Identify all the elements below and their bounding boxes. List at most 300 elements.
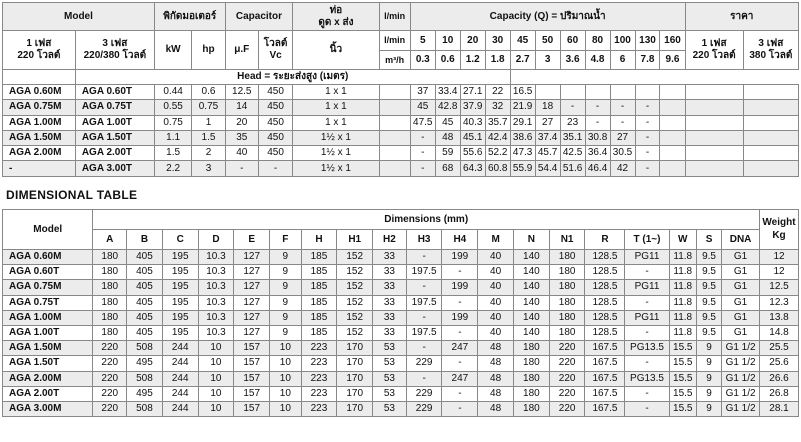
- dimension-value: 48: [478, 371, 514, 386]
- phase1-header-line1: 1 เฟส: [26, 38, 52, 49]
- weight-header: [760, 210, 799, 250]
- dimension-value: G1 1/2: [722, 356, 760, 371]
- model-3phase: AGA 1.50T: [75, 130, 154, 145]
- dimension-value: 11.8: [669, 325, 696, 340]
- weight-value: 25.5: [760, 341, 799, 356]
- price1-header-line1: 1 เฟส: [701, 38, 727, 49]
- m3h-value: 4.8: [585, 51, 610, 70]
- dimension-value: 495: [127, 386, 163, 401]
- dimension-value: 405: [127, 250, 163, 265]
- dimension-column-header: N1: [549, 230, 585, 250]
- dimension-value: G1 1/2: [722, 341, 760, 356]
- dimension-value: 157: [234, 371, 270, 386]
- dimension-value: 185: [301, 310, 337, 325]
- dimension-row: [3, 341, 799, 356]
- head-value: -: [585, 115, 610, 130]
- head-value: 47.3: [510, 146, 535, 161]
- dimension-value: 220: [93, 386, 127, 401]
- head-value: 35.1: [560, 130, 585, 145]
- dimension-value: 10: [198, 401, 234, 416]
- head-value: -: [610, 115, 635, 130]
- head-value: [635, 85, 660, 100]
- dimension-value: 128.5: [585, 295, 625, 310]
- dimension-value: 40: [478, 265, 514, 280]
- dimension-value: 40: [478, 295, 514, 310]
- head-value: 16.5: [510, 85, 535, 100]
- dimension-value: -: [442, 356, 478, 371]
- model-3phase: AGA 0.75T: [75, 100, 154, 115]
- head-value: 29.1: [510, 115, 535, 130]
- dimension-value: 9: [696, 386, 721, 401]
- dimension-value: 223: [301, 386, 337, 401]
- dimension-model: AGA 1.50M: [3, 341, 93, 356]
- dimension-value: 195: [162, 265, 198, 280]
- dimension-value: 244: [162, 371, 198, 386]
- pipe-header-line2: ดูด x ส่ง: [318, 16, 354, 28]
- dimension-value: 495: [127, 356, 163, 371]
- lmin-value: 10: [435, 31, 460, 51]
- dimension-value: 11.8: [669, 250, 696, 265]
- head-value: 45.1: [460, 130, 485, 145]
- m3h-value: 0.6: [435, 51, 460, 70]
- dimension-value: 9.5: [696, 295, 721, 310]
- phase1-header: [3, 31, 76, 70]
- dimension-value: 223: [301, 356, 337, 371]
- weight-value: 12.5: [760, 280, 799, 295]
- dimension-column-header: H1: [337, 230, 373, 250]
- dimension-value: 40: [478, 325, 514, 340]
- head-value: 38.6: [510, 130, 535, 145]
- dimension-value: -: [625, 325, 669, 340]
- dimension-value: 10: [270, 341, 302, 356]
- m3h-value: 3: [535, 51, 560, 70]
- dimension-value: 185: [301, 265, 337, 280]
- dimension-value: PG11: [625, 250, 669, 265]
- dimension-value: 170: [337, 341, 373, 356]
- dimension-value: 40: [478, 280, 514, 295]
- dimension-value: 195: [162, 295, 198, 310]
- uf-value: 40: [225, 146, 258, 161]
- kw-header: kW: [154, 31, 191, 70]
- head-value: -: [560, 100, 585, 115]
- hp-value: 0.6: [192, 85, 225, 100]
- dimension-value: 9: [696, 371, 721, 386]
- dimension-value: G1: [722, 295, 760, 310]
- m3h-value: 9.6: [660, 51, 685, 70]
- row-spacer: [379, 161, 410, 176]
- dimension-column-header: R: [585, 230, 625, 250]
- dimension-value: -: [625, 356, 669, 371]
- head-value: 37.9: [460, 100, 485, 115]
- model-1phase: AGA 0.60M: [3, 85, 76, 100]
- dimension-value: 195: [162, 310, 198, 325]
- dimension-value: 140: [513, 250, 549, 265]
- weight-value: 26.8: [760, 386, 799, 401]
- dimension-value: 152: [337, 265, 373, 280]
- row-spacer: [379, 85, 410, 100]
- kw-value: 0.55: [154, 100, 191, 115]
- model-1phase: AGA 1.00M: [3, 115, 76, 130]
- dimension-value: 127: [234, 280, 270, 295]
- dimension-value: 157: [234, 401, 270, 416]
- dimension-model: AGA 1.00M: [3, 310, 93, 325]
- head-value: 45: [435, 115, 460, 130]
- dimension-value: 167.5: [585, 371, 625, 386]
- uf-value: -: [225, 161, 258, 176]
- head-value: [560, 85, 585, 100]
- dimension-model: AGA 0.75M: [3, 280, 93, 295]
- dimension-value: 33: [373, 325, 407, 340]
- dimension-value: 195: [162, 250, 198, 265]
- dimension-value: 180: [549, 310, 585, 325]
- dim-model-header: Model: [3, 210, 93, 250]
- dimension-value: 180: [93, 325, 127, 340]
- head-value: -: [410, 161, 435, 176]
- dimension-value: 10.3: [198, 295, 234, 310]
- model-3phase: AGA 1.00T: [75, 115, 154, 130]
- dimension-value: 33: [373, 265, 407, 280]
- pipe-header: [293, 3, 379, 31]
- head-value: 36.4: [585, 146, 610, 161]
- dimension-value: 508: [127, 341, 163, 356]
- dimension-value: 10: [270, 386, 302, 401]
- dimension-value: G1 1/2: [722, 371, 760, 386]
- m3h-value: 3.6: [560, 51, 585, 70]
- dimension-value: -: [406, 310, 442, 325]
- dimension-value: 244: [162, 386, 198, 401]
- dimension-value: 220: [93, 401, 127, 416]
- dimension-value: 152: [337, 295, 373, 310]
- dimension-value: 140: [513, 265, 549, 280]
- head-value: [535, 85, 560, 100]
- dimension-value: 244: [162, 341, 198, 356]
- price-header: ราคา: [685, 3, 798, 31]
- dimension-value: 180: [549, 250, 585, 265]
- dimension-value: 53: [373, 386, 407, 401]
- dimension-value: 220: [549, 341, 585, 356]
- dimension-row: [3, 356, 799, 371]
- dimension-value: 9: [270, 280, 302, 295]
- dimension-value: G1 1/2: [722, 401, 760, 416]
- dimension-column-header: H2: [373, 230, 407, 250]
- head-value: -: [635, 130, 660, 145]
- dimension-value: 128.5: [585, 325, 625, 340]
- dimension-table-title: DIMENSIONAL TABLE: [6, 188, 138, 202]
- pipe-size: 1½ x 1: [293, 146, 379, 161]
- dimension-value: 157: [234, 356, 270, 371]
- lmin-header: l/min: [379, 3, 410, 31]
- dimension-value: 170: [337, 401, 373, 416]
- dimension-value: 220: [549, 371, 585, 386]
- head-value: 30.5: [610, 146, 635, 161]
- dimension-value: 247: [442, 371, 478, 386]
- dimension-column-header: W: [669, 230, 696, 250]
- dimension-value: 170: [337, 386, 373, 401]
- dimension-value: 220: [93, 371, 127, 386]
- lmin-values-label: l/min: [379, 31, 410, 51]
- phase3-header: [75, 31, 154, 70]
- performance-row: [3, 115, 799, 130]
- dimension-row: [3, 371, 799, 386]
- vc-header-line1: โวลต์: [263, 38, 288, 49]
- vc-header: [258, 31, 292, 70]
- model-1phase: AGA 1.50M: [3, 130, 76, 145]
- dimension-column-header: M: [478, 230, 514, 250]
- price-1phase: [685, 146, 743, 161]
- dimension-value: 140: [513, 325, 549, 340]
- head-value: 64.3: [460, 161, 485, 176]
- dimension-value: 167.5: [585, 356, 625, 371]
- dimension-value: -: [442, 325, 478, 340]
- dimension-value: 244: [162, 356, 198, 371]
- price-1phase: [685, 115, 743, 130]
- kw-value: 1.5: [154, 146, 191, 161]
- performance-row: [3, 146, 799, 161]
- dimension-value: 180: [93, 295, 127, 310]
- dimension-value: 185: [301, 325, 337, 340]
- dimension-row: [3, 250, 799, 265]
- head-value: -: [610, 100, 635, 115]
- hp-value: 0.75: [192, 100, 225, 115]
- dimension-value: -: [625, 401, 669, 416]
- dimension-value: -: [442, 295, 478, 310]
- dimension-value: 128.5: [585, 265, 625, 280]
- uf-value: 35: [225, 130, 258, 145]
- dimension-value: 15.5: [669, 386, 696, 401]
- price-1phase: [685, 130, 743, 145]
- head-value: 37: [410, 85, 435, 100]
- head-value: 46.4: [585, 161, 610, 176]
- dimension-value: 48: [478, 341, 514, 356]
- dimension-value: 170: [337, 371, 373, 386]
- dimension-value: 199: [442, 280, 478, 295]
- dimension-value: 405: [127, 325, 163, 340]
- dimension-value: 9: [270, 295, 302, 310]
- dimension-value: 157: [234, 341, 270, 356]
- hp-value: 2: [192, 146, 225, 161]
- head-value: [610, 85, 635, 100]
- dimension-value: 140: [513, 295, 549, 310]
- m3h-value: 1.8: [485, 51, 510, 70]
- head-value: 45.7: [535, 146, 560, 161]
- head-value: 54.4: [535, 161, 560, 176]
- dimension-value: 180: [93, 265, 127, 280]
- phase3-header-line2: 220/380 โวลต์: [83, 50, 147, 61]
- head-value: -: [635, 100, 660, 115]
- head-value: -: [585, 100, 610, 115]
- head-value: -: [635, 115, 660, 130]
- dimensions-header: Dimensions (mm): [93, 210, 760, 230]
- head-value: 45: [410, 100, 435, 115]
- dimension-column-header: E: [234, 230, 270, 250]
- dimension-column-header: H: [301, 230, 337, 250]
- dimension-value: 10: [270, 401, 302, 416]
- dimension-value: 127: [234, 325, 270, 340]
- head-value: 35.7: [485, 115, 510, 130]
- dimension-value: 185: [301, 250, 337, 265]
- lmin-value: 160: [660, 31, 685, 51]
- dimension-value: 10.3: [198, 325, 234, 340]
- kw-value: 0.75: [154, 115, 191, 130]
- head-value: 30.8: [585, 130, 610, 145]
- dimension-value: G1: [722, 250, 760, 265]
- head-value: 42.8: [435, 100, 460, 115]
- head-value: [660, 85, 685, 100]
- dimension-column-header: H4: [442, 230, 478, 250]
- dimension-value: 10.3: [198, 280, 234, 295]
- head-value: 55.6: [460, 146, 485, 161]
- kw-value: 0.44: [154, 85, 191, 100]
- row-spacer: [379, 146, 410, 161]
- head-value: 32: [485, 100, 510, 115]
- dimension-value: 127: [234, 250, 270, 265]
- dimension-value: 229: [406, 401, 442, 416]
- vc-value: 450: [258, 146, 292, 161]
- price1-header-line2: 220 โวลต์: [692, 50, 736, 61]
- dimension-value: 53: [373, 341, 407, 356]
- dimension-value: 10: [198, 386, 234, 401]
- dimension-value: -: [442, 401, 478, 416]
- dimension-value: 9.5: [696, 325, 721, 340]
- dimension-value: 11.8: [669, 295, 696, 310]
- weight-value: 12.3: [760, 295, 799, 310]
- head-value: 33.4: [435, 85, 460, 100]
- weight-value: 28.1: [760, 401, 799, 416]
- dimension-value: -: [625, 265, 669, 280]
- dimension-value: 11.8: [669, 310, 696, 325]
- dimension-value: -: [406, 371, 442, 386]
- dimension-value: 9: [696, 401, 721, 416]
- dimension-value: 180: [93, 280, 127, 295]
- dimension-value: G1: [722, 265, 760, 280]
- dimension-value: 223: [301, 371, 337, 386]
- m3h-value: 2.7: [510, 51, 535, 70]
- dimension-column-header: C: [162, 230, 198, 250]
- weight-value: 12: [760, 250, 799, 265]
- dimension-value: 508: [127, 371, 163, 386]
- dimension-value: 180: [513, 356, 549, 371]
- dimension-value: 10: [198, 341, 234, 356]
- head-value: 37.4: [535, 130, 560, 145]
- head-row-spacer: [3, 70, 76, 85]
- dimension-model: AGA 2.00T: [3, 386, 93, 401]
- head-value: 51.6: [560, 161, 585, 176]
- head-value: 22: [485, 85, 510, 100]
- row-spacer: [379, 100, 410, 115]
- dimension-column-header: A: [93, 230, 127, 250]
- dimension-value: 157: [234, 386, 270, 401]
- dimension-value: 15.5: [669, 401, 696, 416]
- lmin-value: 20: [460, 31, 485, 51]
- dimension-value: 185: [301, 295, 337, 310]
- dimension-value: 405: [127, 310, 163, 325]
- row-spacer: [379, 130, 410, 145]
- dimension-value: 10.3: [198, 250, 234, 265]
- m3h-value: 7.8: [635, 51, 660, 70]
- dimension-value: 244: [162, 401, 198, 416]
- model-1phase: AGA 0.75M: [3, 100, 76, 115]
- weight-value: 12: [760, 265, 799, 280]
- dimension-value: 9.5: [696, 250, 721, 265]
- price3-header: [743, 31, 798, 70]
- dimension-value: 152: [337, 310, 373, 325]
- uf-value: 12.5: [225, 85, 258, 100]
- head-value: 42.5: [560, 146, 585, 161]
- head-value: -: [410, 146, 435, 161]
- motor-header: พิกัดมอเตอร์: [154, 3, 225, 31]
- dimension-value: 15.5: [669, 341, 696, 356]
- pipe-size: 1½ x 1: [293, 161, 379, 176]
- vc-value: 450: [258, 100, 292, 115]
- dimension-value: 9: [270, 250, 302, 265]
- dimension-value: 152: [337, 280, 373, 295]
- weight-header-line2: Kg: [772, 230, 786, 241]
- dimension-value: 223: [301, 341, 337, 356]
- head-value: 21.9: [510, 100, 535, 115]
- dimension-row: [3, 386, 799, 401]
- dimension-value: 9: [270, 310, 302, 325]
- lmin-value: 60: [560, 31, 585, 51]
- uf-value: 20: [225, 115, 258, 130]
- dimension-value: 247: [442, 341, 478, 356]
- dimension-value: 33: [373, 280, 407, 295]
- price-3phase: [743, 100, 798, 115]
- lmin-value: 50: [535, 31, 560, 51]
- dimension-value: 199: [442, 310, 478, 325]
- dimension-value: 11.8: [669, 280, 696, 295]
- weight-value: 13.8: [760, 310, 799, 325]
- dimension-value: 167.5: [585, 386, 625, 401]
- lmin-value: 130: [635, 31, 660, 51]
- dimension-value: 180: [549, 265, 585, 280]
- head-value: 68: [435, 161, 460, 176]
- dimension-row: [3, 295, 799, 310]
- dimension-value: 405: [127, 295, 163, 310]
- dimension-column-header: F: [270, 230, 302, 250]
- dimension-value: 33: [373, 295, 407, 310]
- lmin-value: 100: [610, 31, 635, 51]
- head-value: [660, 130, 685, 145]
- head-value: 42: [610, 161, 635, 176]
- dimension-value: 197.5: [406, 325, 442, 340]
- dimension-row: [3, 401, 799, 416]
- dimension-value: 180: [549, 295, 585, 310]
- dimension-value: PG11: [625, 310, 669, 325]
- dimension-value: -: [406, 250, 442, 265]
- dimension-value: 405: [127, 280, 163, 295]
- dimension-value: 170: [337, 356, 373, 371]
- dimension-value: 9.5: [696, 280, 721, 295]
- head-value: [660, 115, 685, 130]
- dimension-value: 140: [513, 280, 549, 295]
- dimension-value: G1 1/2: [722, 386, 760, 401]
- dimension-value: 10: [198, 356, 234, 371]
- lmin-value: 5: [410, 31, 435, 51]
- dimension-value: 9: [270, 325, 302, 340]
- hp-value: 1: [192, 115, 225, 130]
- dimension-value: 53: [373, 401, 407, 416]
- price3-header-line2: 380 โวลต์: [749, 50, 793, 61]
- dimension-value: 180: [513, 386, 549, 401]
- phase3-header-line1: 3 เฟส: [102, 38, 128, 49]
- dimension-value: 9.5: [696, 265, 721, 280]
- vc-value: 450: [258, 115, 292, 130]
- performance-row: [3, 161, 799, 176]
- model-3phase: AGA 2.00T: [75, 146, 154, 161]
- dimension-value: -: [406, 280, 442, 295]
- dimension-model: AGA 2.00M: [3, 371, 93, 386]
- hp-value: 1.5: [192, 130, 225, 145]
